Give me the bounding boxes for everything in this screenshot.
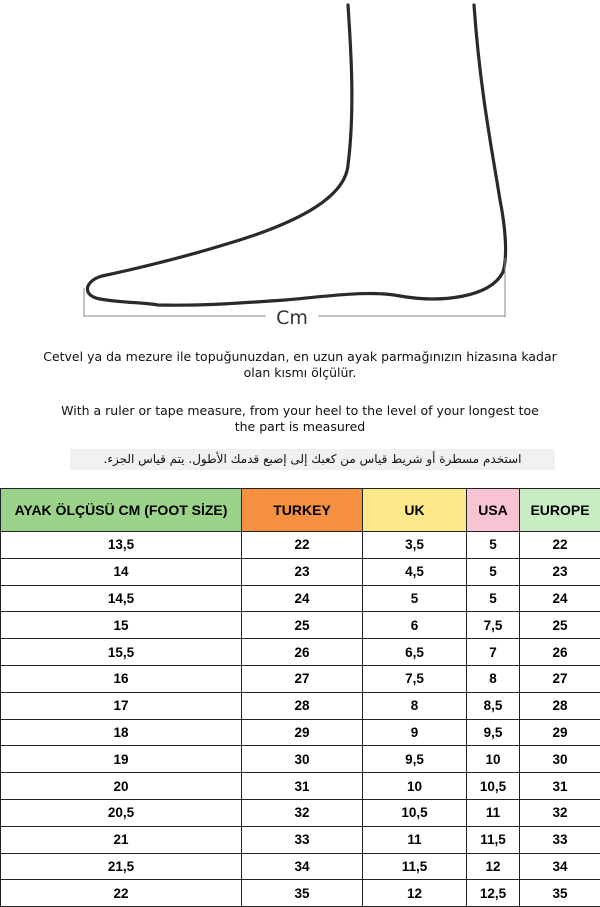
cell-turkey: 29: [242, 719, 363, 746]
cell-turkey: 30: [242, 746, 363, 773]
size-conversion-table: [0, 488, 600, 907]
cell-turkey: 35: [242, 880, 363, 907]
instruction-arabic: استخدم مسطرة أو شريط قياس من كعبك إلى إصبع قدمك الأطول. يتم قياس الجزء.: [70, 449, 555, 470]
cell-usa: 10,5: [467, 773, 520, 800]
cell-usa: 8: [467, 665, 520, 692]
table-row: [1, 612, 600, 639]
foot-outline: [87, 5, 505, 305]
cell-europe: 29: [520, 719, 600, 746]
cell-usa: 5: [467, 558, 520, 585]
cell-uk: 10,5: [363, 799, 467, 826]
cell-foot-size: 21,5: [1, 853, 242, 880]
table-row: [1, 585, 600, 612]
table-row: [1, 665, 600, 692]
header-uk: UK: [363, 489, 467, 532]
cell-europe: 34: [520, 853, 600, 880]
cell-usa: 7,5: [467, 612, 520, 639]
instruction-turkish-line2: olan kısmı ölçülür.: [40, 365, 560, 381]
cell-europe: 26: [520, 639, 600, 666]
cell-turkey: 23: [242, 558, 363, 585]
cell-europe: 22: [520, 532, 600, 559]
cell-turkey: 32: [242, 799, 363, 826]
cell-foot-size: 18: [1, 719, 242, 746]
cell-turkey: 26: [242, 639, 363, 666]
cell-turkey: 25: [242, 612, 363, 639]
cell-europe: 33: [520, 826, 600, 853]
cell-uk: 10: [363, 773, 467, 800]
table-row: [1, 826, 600, 853]
cell-europe: 31: [520, 773, 600, 800]
cell-europe: 35: [520, 880, 600, 907]
table-row: [1, 639, 600, 666]
cell-usa: 7: [467, 639, 520, 666]
header-foot-size: AYAK ÖLÇÜSÜ CM (FOOT SİZE): [1, 489, 242, 532]
header-turkey: TURKEY: [242, 489, 363, 532]
cell-uk: 8: [363, 692, 467, 719]
measure-label: Cm: [276, 307, 308, 329]
cell-uk: 7,5: [363, 665, 467, 692]
cell-uk: 6: [363, 612, 467, 639]
header-europe: EUROPE: [520, 489, 600, 532]
cell-europe: 30: [520, 746, 600, 773]
table-row: [1, 799, 600, 826]
cell-europe: 24: [520, 585, 600, 612]
cell-foot-size: 22: [1, 880, 242, 907]
cell-usa: 8,5: [467, 692, 520, 719]
instruction-english: [40, 403, 560, 435]
table-row: [1, 532, 600, 559]
header-usa: USA: [467, 489, 520, 532]
cell-turkey: 28: [242, 692, 363, 719]
cell-foot-size: 13,5: [1, 532, 242, 559]
cell-usa: 12,5: [467, 880, 520, 907]
foot-measurement-illustration: [0, 0, 600, 340]
cell-foot-size: 16: [1, 665, 242, 692]
table-body: [1, 532, 600, 907]
table-row: [1, 853, 600, 880]
cell-foot-size: 15,5: [1, 639, 242, 666]
cell-turkey: 27: [242, 665, 363, 692]
cell-turkey: 34: [242, 853, 363, 880]
table-row: [1, 880, 600, 907]
cell-turkey: 33: [242, 826, 363, 853]
cell-turkey: 24: [242, 585, 363, 612]
cell-usa: 9,5: [467, 719, 520, 746]
cell-foot-size: 14: [1, 558, 242, 585]
instruction-english-line1: With a ruler or tape measure, from your heel to the level of your longest toe: [40, 403, 560, 419]
table-row: [1, 746, 600, 773]
cell-uk: 9: [363, 719, 467, 746]
cell-usa: 11: [467, 799, 520, 826]
cell-uk: 9,5: [363, 746, 467, 773]
cell-uk: 12: [363, 880, 467, 907]
table-header-row: [1, 489, 600, 532]
instruction-turkish-line1: Cetvel ya da mezure ile topuğunuzdan, en uzun ayak parmağınızın hizasına kadar: [40, 349, 560, 365]
cell-europe: 25: [520, 612, 600, 639]
cell-uk: 11: [363, 826, 467, 853]
cell-uk: 6,5: [363, 639, 467, 666]
cell-uk: 4,5: [363, 558, 467, 585]
cell-uk: 3,5: [363, 532, 467, 559]
cell-uk: 11,5: [363, 853, 467, 880]
instruction-english-line2: the part is measured: [40, 419, 560, 435]
cell-foot-size: 15: [1, 612, 242, 639]
table-row: [1, 558, 600, 585]
cell-europe: 28: [520, 692, 600, 719]
table-row: [1, 773, 600, 800]
cell-usa: 10: [467, 746, 520, 773]
cell-europe: 32: [520, 799, 600, 826]
cell-usa: 5: [467, 585, 520, 612]
cell-usa: 12: [467, 853, 520, 880]
cell-foot-size: 19: [1, 746, 242, 773]
cell-uk: 5: [363, 585, 467, 612]
cell-foot-size: 20,5: [1, 799, 242, 826]
cell-usa: 5: [467, 532, 520, 559]
cell-europe: 27: [520, 665, 600, 692]
cell-foot-size: 21: [1, 826, 242, 853]
table-row: [1, 719, 600, 746]
cell-foot-size: 14,5: [1, 585, 242, 612]
cell-foot-size: 20: [1, 773, 242, 800]
instruction-turkish: [40, 349, 560, 381]
cell-foot-size: 17: [1, 692, 242, 719]
cell-turkey: 31: [242, 773, 363, 800]
cell-usa: 11,5: [467, 826, 520, 853]
cell-europe: 23: [520, 558, 600, 585]
cell-turkey: 22: [242, 532, 363, 559]
table-row: [1, 692, 600, 719]
